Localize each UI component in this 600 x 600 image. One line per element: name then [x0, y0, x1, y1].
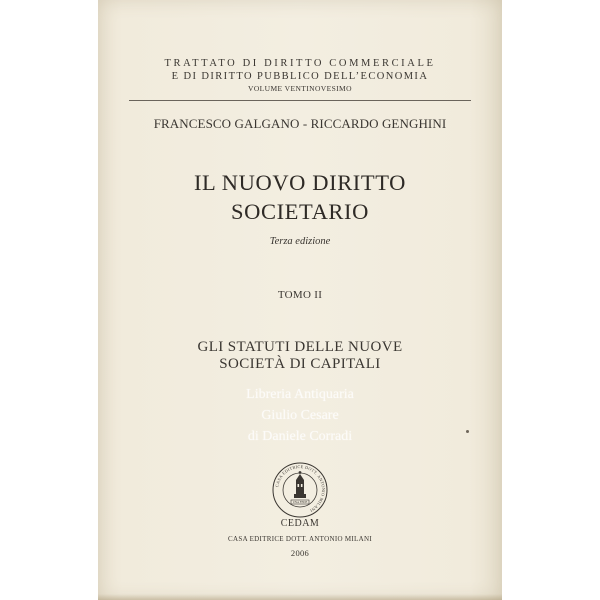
- title-page: [98, 0, 502, 600]
- bookseller-stamp-line-3: di Daniele Corradi: [247, 429, 353, 444]
- volume-label: VOLUME VENTINOVESIMO: [248, 84, 352, 93]
- authors: FRANCESCO GALGANO - RICCARDO GENGHINI: [153, 116, 447, 131]
- subtitle-line-2: SOCIETÀ DI CAPITALI: [219, 356, 381, 372]
- book-title-line-2: SOCIETARIO: [231, 199, 369, 224]
- cedam-emblem-icon: [270, 460, 330, 520]
- bookseller-stamp-line-2: Giulio Cesare: [261, 408, 339, 423]
- logo-ring-text: CASA EDITRICE DOTT. ANTONIO MILANI: [274, 463, 327, 514]
- tomo-label: TOMO II: [277, 289, 323, 301]
- divider: [129, 100, 471, 101]
- edition: Terza edizione: [269, 236, 331, 247]
- logo-motto: UNA FEDE: [292, 500, 308, 504]
- subtitle-line-1: GLI STATUTI DELLE NUOVE: [197, 339, 403, 355]
- series-title-line-2: E DI DIRITTO PUBBLICO DELL’ECONOMIA: [171, 71, 429, 82]
- publication-year: 2006: [290, 548, 310, 558]
- bookseller-stamp-line-1: Libreria Antiquaria: [246, 387, 354, 402]
- paper-speck: [466, 430, 469, 433]
- book-title-line-1: IL NUOVO DIRITTO: [193, 170, 407, 195]
- publisher-name: CEDAM: [280, 518, 320, 529]
- publisher-full-name: CASA EDITRICE DOTT. ANTONIO MILANI: [228, 535, 372, 543]
- series-title-line-1: TRATTATO DI DIRITTO COMMERCIALE: [164, 58, 436, 69]
